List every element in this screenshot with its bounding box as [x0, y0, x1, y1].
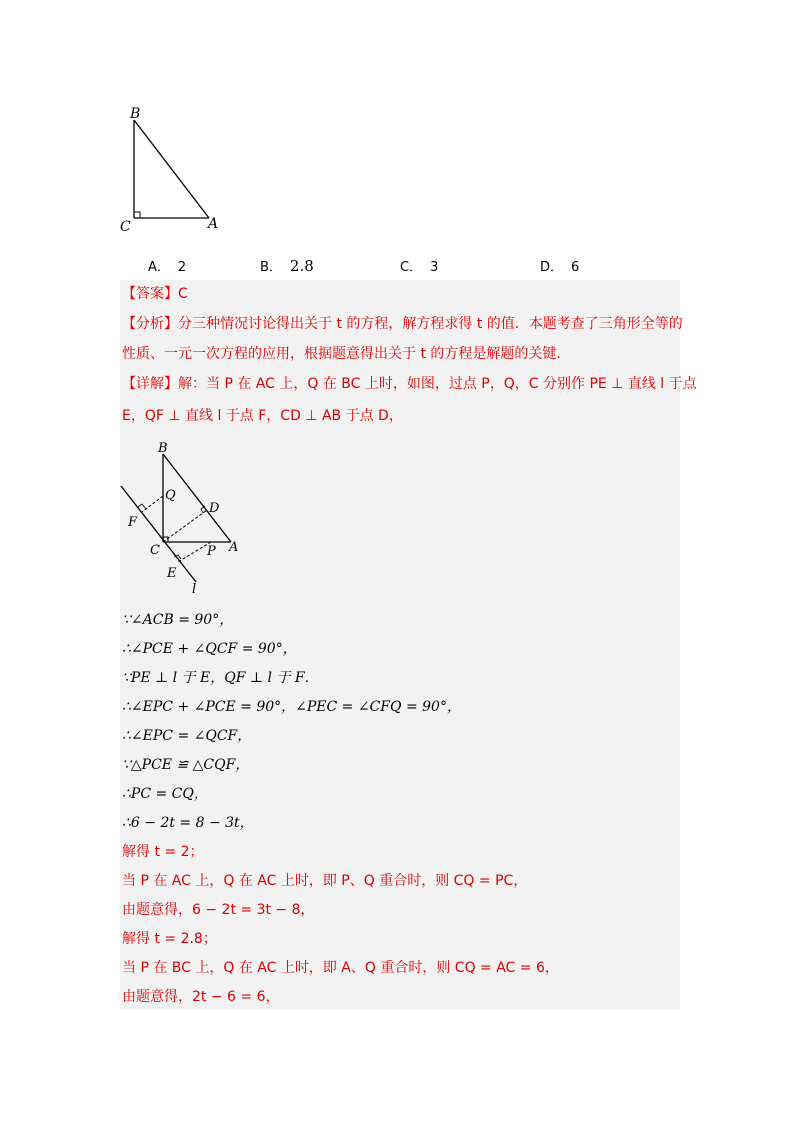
detail-line-1: 【详解】解：当 P 在 AC 上，Q 在 BC 上时，如图，过点 P，Q，C 分别作 PE ⊥ 直线 l 于点: [122, 376, 697, 392]
option-value: 6: [571, 260, 580, 275]
step-line: 解得 t = 2.8；: [122, 931, 217, 947]
option-d: [540, 256, 579, 275]
step-line: ∴PC = CQ，: [122, 786, 208, 802]
segment-cd: [163, 510, 207, 542]
step-line: ∴6 − 2t = 8 − 3t，: [122, 815, 254, 831]
step-line: ∵△PCE ≌ △CQF，: [122, 757, 250, 773]
label-f: F: [128, 515, 138, 530]
option-letter: C．: [400, 260, 423, 275]
label-b: B: [158, 441, 168, 456]
analysis-line-1: 【分析】分三种情况讨论得出关于 t 的方程，解方程求得 t 的值．本题考查了三角形全等的: [122, 316, 683, 332]
right-angle-mark: [134, 212, 140, 218]
step-line: ∴∠EPC + ∠PCE = 90°，∠PEC = ∠CFQ = 90°，: [122, 699, 461, 715]
option-letter: B．: [260, 260, 282, 275]
option-value: 2: [177, 260, 187, 275]
analysis-line-2: 性质、一元一次方程的应用，根据题意得出关于 t 的方程是解题的关键．: [122, 346, 571, 362]
label-e: E: [167, 566, 177, 581]
label-a: A: [208, 216, 219, 232]
step-line: ∵PE ⊥ l 于 E，QF ⊥ l 于 F．: [122, 670, 319, 686]
label-d: D: [209, 501, 220, 516]
label-a: A: [229, 540, 239, 555]
label-l: l: [192, 582, 197, 597]
option-b: [260, 256, 314, 275]
label-c: C: [150, 543, 160, 558]
triangle-figure: [112, 100, 232, 240]
answer-prefix: 【答案】: [122, 286, 178, 302]
option-letter: D．: [540, 260, 564, 275]
option-a: [148, 256, 186, 275]
option-c: [400, 256, 438, 275]
detail-line-2: E，QF ⊥ 直线 l 于点 F，CD ⊥ AB 于点 D，: [122, 408, 403, 424]
step-line: ∴∠EPC = ∠QCF，: [122, 728, 252, 744]
option-value: 2.8: [289, 257, 314, 275]
answer-line: [122, 282, 188, 306]
option-value: 3: [430, 260, 439, 275]
segment-ab: [134, 120, 209, 218]
step-line: 当 P 在 AC 上，Q 在 AC 上时，即 P、Q 重合时，则 CQ = PC，: [122, 873, 528, 889]
answer-value: C: [178, 286, 188, 302]
step-line: 由题意得，6 − 2t = 3t − 8，: [122, 902, 315, 918]
step-line: 解得 t = 2；: [122, 844, 204, 860]
label-b: B: [130, 106, 141, 122]
construction-figure: [112, 438, 262, 598]
segment-qf: [142, 496, 163, 512]
option-letter: A．: [148, 260, 170, 275]
label-c: C: [120, 219, 131, 235]
label-q: Q: [165, 488, 176, 503]
step-line: ∵∠ACB = 90°，: [122, 612, 234, 628]
answer-options: [0, 256, 800, 276]
step-line: ∴∠PCE + ∠QCF = 90°，: [122, 641, 297, 657]
label-p: P: [207, 544, 216, 559]
line-l: [121, 486, 196, 582]
step-line: 由题意得，2t − 6 = 6，: [122, 989, 280, 1005]
step-line: 当 P 在 BC 上，Q 在 AC 上时，即 A、Q 重合时，则 CQ = AC = 6，: [122, 960, 559, 976]
